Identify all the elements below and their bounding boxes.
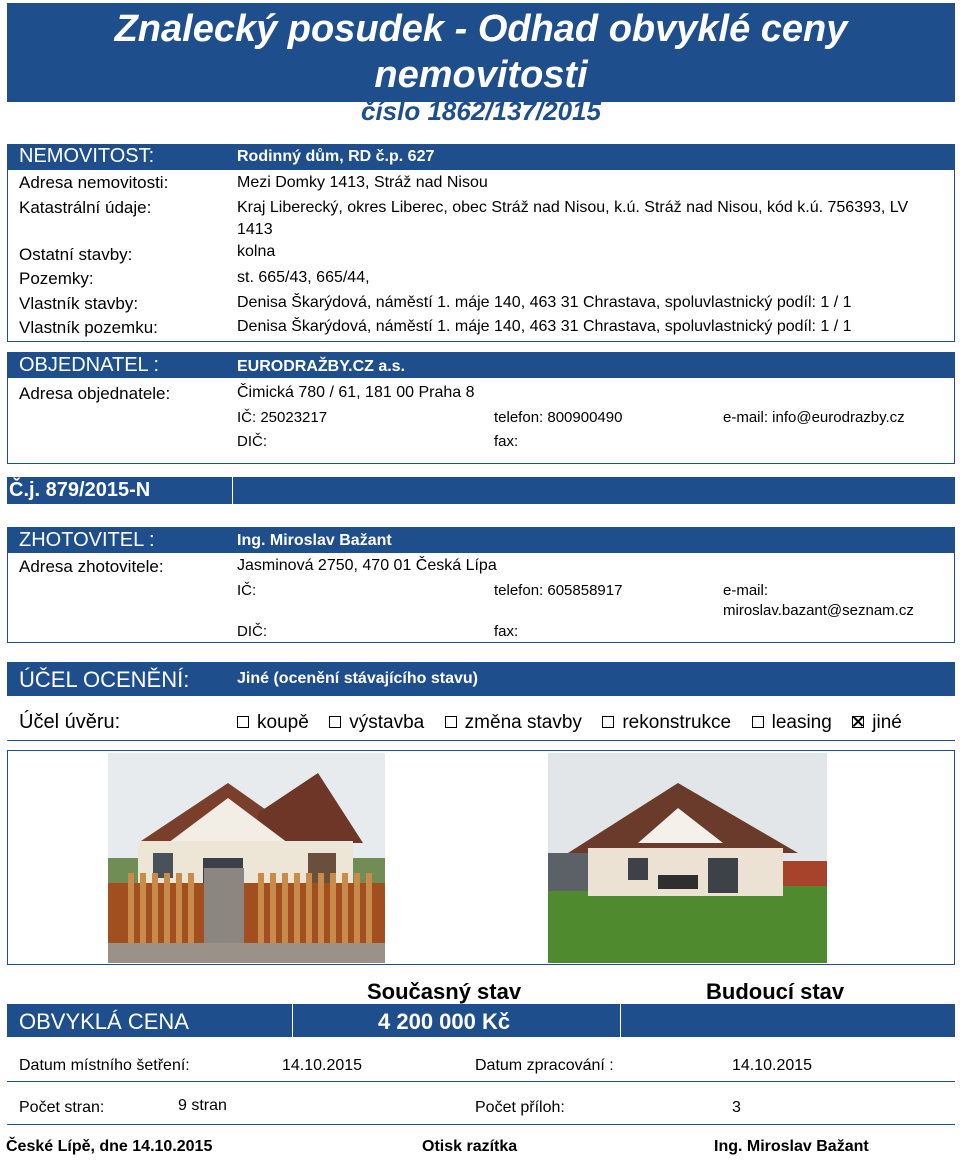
address-label: Adresa nemovitosti: xyxy=(19,173,169,192)
pages-value: 9 stran xyxy=(178,1097,227,1114)
contractor-heading: ZHOTOVITEL : xyxy=(19,529,155,551)
contractor-address: Jasminová 2750, 470 01 Česká Lípa xyxy=(237,557,497,574)
dates-underline xyxy=(7,1081,955,1082)
contractor-phone: telefon: 605858917 xyxy=(494,582,623,599)
option-label: jiné xyxy=(872,712,902,733)
loan-purpose-options xyxy=(237,712,902,734)
land-label: Pozemky: xyxy=(19,269,94,288)
attachments-value: 3 xyxy=(732,1099,741,1116)
pages-underline xyxy=(7,1124,955,1125)
price-divider-1 xyxy=(292,1004,293,1037)
property-type: Rodinný dům, RD č.p. 627 xyxy=(237,148,435,165)
processing-date-value: 14.10.2015 xyxy=(732,1057,813,1074)
current-state-heading: Současný stav xyxy=(367,979,522,1004)
client-heading: OBJEDNATEL : xyxy=(19,354,160,376)
valuation-heading: ÚČEL OCENĚNÍ: xyxy=(19,667,190,692)
client-address-label: Adresa objednatele: xyxy=(19,384,171,403)
building-owner-value: Denisa Škarýdová, náměstí 1. máje 140, 463 31 Chrastava, spoluvlastnický podíl: 1 / 1 xyxy=(237,294,852,311)
checkbox-icon[interactable] xyxy=(752,716,764,728)
option-zmena-stavby[interactable] xyxy=(445,712,582,734)
contractor-email-label: e-mail: xyxy=(723,582,769,599)
option-leasing[interactable] xyxy=(752,712,832,734)
price-divider-2 xyxy=(620,1004,621,1037)
checkbox-icon[interactable] xyxy=(602,716,614,728)
option-vystavba[interactable] xyxy=(329,712,424,734)
contractor-ic: IČ: xyxy=(237,582,257,599)
client-fax: fax: xyxy=(494,433,519,450)
title-line-1: Znalecký posudek - Odhad obvyklé ceny xyxy=(114,8,848,50)
loan-purpose-label: Účel úvěru: xyxy=(19,711,121,733)
option-koupe[interactable] xyxy=(237,712,309,734)
land-value: st. 665/43, 665/44, xyxy=(237,269,370,286)
option-label: výstavba xyxy=(349,712,425,733)
document-number: číslo 1862/137/2015 xyxy=(361,96,601,126)
cadastral-value: Kraj Liberecký, okres Liberec, obec Stráž nad Nisou, k.ú. Stráž nad Nisou, kód k.ú. 756393, LV xyxy=(237,199,909,216)
address-value: Mezi Domky 1413, Stráž nad Nisou xyxy=(237,174,488,191)
house-photo-front xyxy=(108,753,385,963)
option-rekonstrukce[interactable] xyxy=(602,712,731,734)
stamp-label: Otisk razítka xyxy=(422,1138,518,1155)
option-label: leasing xyxy=(771,712,832,733)
checkbox-icon[interactable] xyxy=(445,716,457,728)
house-front-image xyxy=(108,753,385,963)
place-and-date: České Lípě, dne 14.10.2015 xyxy=(6,1138,213,1155)
land-owner-value: Denisa Škarýdová, náměstí 1. máje 140, 463 31 Chrastava, spoluvlastnický podíl: 1 / 1 xyxy=(237,318,852,335)
loan-purpose-underline xyxy=(7,740,955,741)
future-state-heading: Budoucí stav xyxy=(706,979,845,1004)
client-dic: DIČ: xyxy=(237,433,267,450)
option-label: rekonstrukce xyxy=(622,712,732,733)
land-owner-label: Vlastník pozemku: xyxy=(19,318,158,337)
option-jine[interactable] xyxy=(852,712,902,734)
other-buildings-label: Ostatní stavby: xyxy=(19,245,133,264)
contractor-fax: fax: xyxy=(494,623,519,640)
contractor-address-label: Adresa zhotovitele: xyxy=(19,557,164,576)
inspection-date-value: 14.10.2015 xyxy=(282,1057,363,1074)
attachments-label: Počet příloh: xyxy=(475,1099,565,1116)
current-price-value: 4 200 000 Kč xyxy=(378,1009,511,1034)
document-title xyxy=(7,6,955,98)
client-ic: IČ: 25023217 xyxy=(237,409,328,426)
other-buildings-value: kolna xyxy=(237,243,276,260)
contractor-dic: DIČ: xyxy=(237,623,267,640)
client-phone: telefon: 800900490 xyxy=(494,409,623,426)
client-address: Čimická 780 / 61, 181 00 Praha 8 xyxy=(237,384,475,401)
house-photo-garden xyxy=(548,753,827,963)
checkbox-icon[interactable] xyxy=(329,716,341,728)
checkbox-icon[interactable] xyxy=(237,716,249,728)
option-label: změna stavby xyxy=(464,712,582,733)
contractor-name: Ing. Miroslav Bažant xyxy=(237,532,392,549)
pages-label: Počet stran: xyxy=(19,1099,105,1116)
option-label: koupě xyxy=(257,712,309,733)
contractor-email: miroslav.bazant@seznam.cz xyxy=(723,602,914,619)
cadastral-label: Katastrální údaje: xyxy=(19,198,152,217)
client-email: e-mail: info@eurodrazby.cz xyxy=(723,409,905,426)
reference-number: Č.j. 879/2015-N xyxy=(9,479,151,501)
processing-date-label: Datum zpracování : xyxy=(475,1057,614,1074)
signature-name: Ing. Miroslav Bažant xyxy=(714,1138,869,1155)
price-label: OBVYKLÁ CENA xyxy=(19,1009,189,1034)
client-name: EURODRAŽBY.CZ a.s. xyxy=(237,358,406,375)
inspection-date-label: Datum místního šetření: xyxy=(19,1057,190,1074)
cadastral-value-lv: 1413 xyxy=(237,221,273,238)
house-garden-image xyxy=(548,753,827,963)
building-owner-label: Vlastník stavby: xyxy=(19,294,139,313)
valuation-value: Jiné (ocenění stávajícího stavu) xyxy=(237,670,478,687)
ref-divider xyxy=(232,477,233,504)
checked-checkbox-icon[interactable] xyxy=(852,716,864,728)
property-heading: NEMOVITOST: xyxy=(19,145,155,167)
title-line-2: nemovitosti xyxy=(374,54,588,96)
